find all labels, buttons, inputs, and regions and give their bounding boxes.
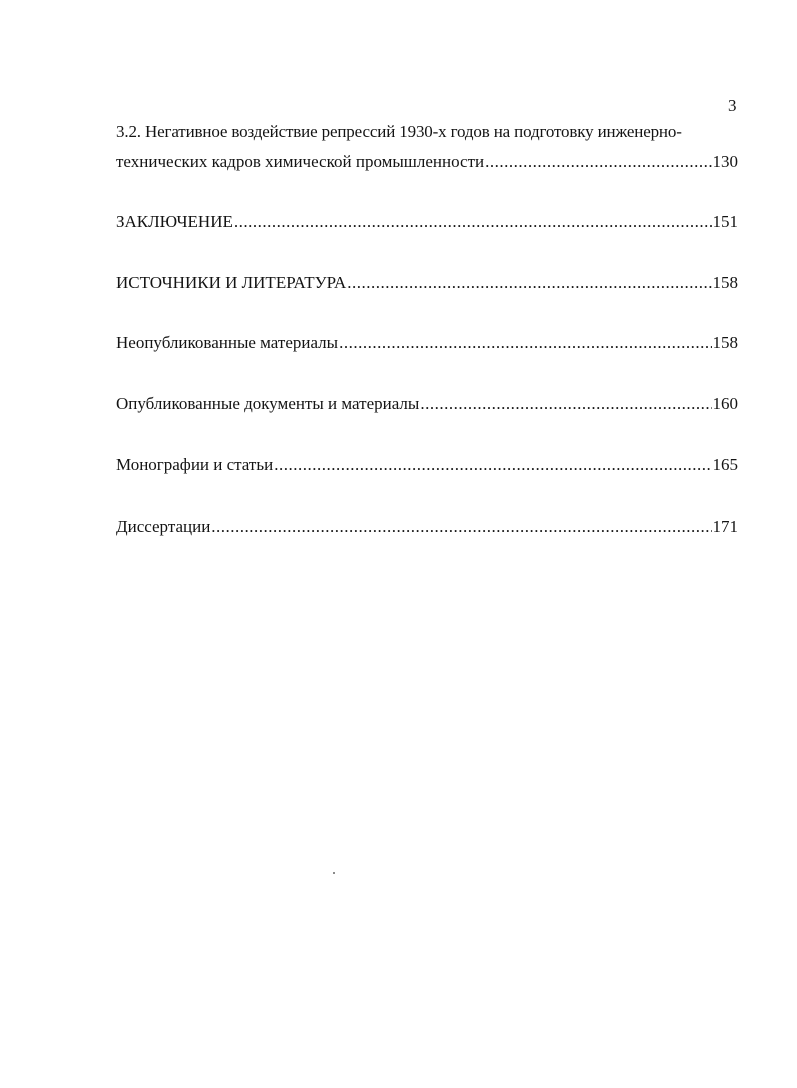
toc-entry-page: 165 (712, 455, 738, 474)
toc-entry-conclusion (116, 210, 738, 234)
toc-entry-title: ИСТОЧНИКИ И ЛИТЕРАТУРА (116, 273, 347, 292)
toc-entry-published (116, 392, 738, 416)
toc-entry-title-line1: 3.2. Негативное воздействие репрессий 1930-х годов на подготовку инженерно- (116, 122, 682, 141)
toc-entry-line2 (116, 150, 738, 174)
toc-entry-title: Опубликованные документы и материалы (116, 394, 420, 413)
toc-entry-dissertations (116, 515, 738, 539)
toc-leader-dots (211, 515, 711, 539)
toc-entry-title: Монографии и статьи (116, 455, 274, 474)
toc-leader-dots (274, 453, 711, 477)
toc-entry-title: Диссертации (116, 517, 211, 536)
toc-entry-page: 158 (712, 333, 738, 352)
toc-entry-title-line2: технических кадров химической промышленности (116, 152, 485, 171)
scan-speck (333, 872, 335, 874)
toc-entry-monographs (116, 453, 738, 477)
toc-entry-page: 158 (712, 273, 738, 292)
toc-entry-sources (116, 271, 738, 295)
toc-entry-page: 130 (712, 152, 738, 171)
toc-leader-dots (339, 331, 711, 355)
toc-leader-dots (485, 150, 711, 174)
toc-entry-page: 171 (712, 517, 738, 536)
toc-leader-dots (234, 210, 712, 234)
toc-leader-dots (347, 271, 711, 295)
toc-leader-dots (420, 392, 711, 416)
toc-entry-3-2 (116, 120, 738, 174)
toc-entry-page: 160 (712, 394, 738, 413)
toc-entry-unpublished (116, 331, 738, 355)
toc-entry-page: 151 (712, 212, 738, 231)
page-number: 3 (728, 96, 737, 115)
toc-entry-title: ЗАКЛЮЧЕНИЕ (116, 212, 233, 231)
toc-entry-title: Неопубликованные материалы (116, 333, 339, 352)
